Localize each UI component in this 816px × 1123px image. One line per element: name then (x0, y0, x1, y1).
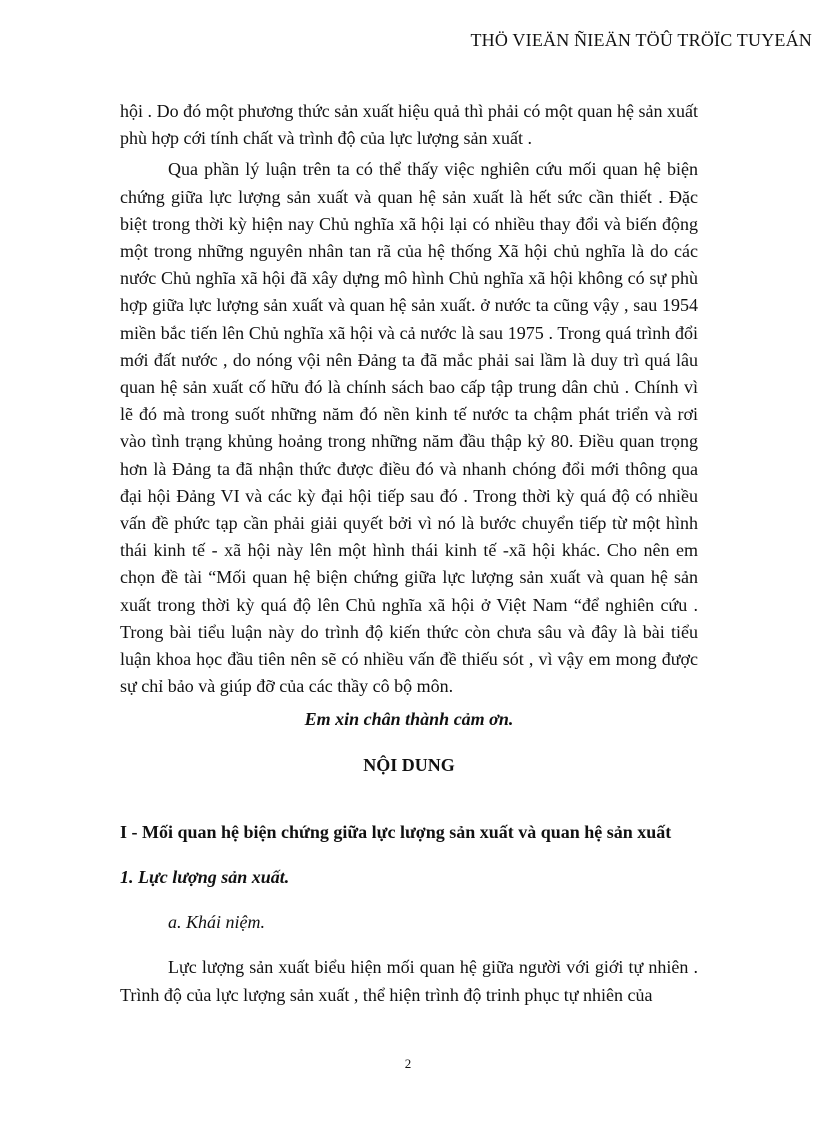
paragraph-rationale: Qua phần lý luận trên ta có thể thấy việc nghiên cứu mối quan hệ biện chứng giữa lực lượng sản xuất và quan hệ sản xuất là hết sức cần thiết . Đặc biệt trong thời kỳ hiện nay Chủ nghĩa xã hội lại có nhiều thay đổi và biến động một trong những nguyên nhân tan rã của hệ thống Xã hội chủ nghĩa là do các nước Chủ nghĩa xã hội đã xây dựng mô hình Chủ nghĩa xã hội không có sự phù hợp giữa lực lượng sản xuất và quan hệ sản xuất. ở nước ta cũng vậy , sau 1954 miền bắc tiến lên Chủ nghĩa xã hội và cả nước là sau 1975 . Trong quá trình đổi mới đất nước , do nóng vội nên Đảng ta đã mắc phải sai lầm là duy trì quá lâu quan hệ sản xuất cố hữu đó là chính sách bao cấp tập trung dân chủ . Chính vì lẽ đó mà trong suốt những năm đó nền kinh tế nước ta chậm phát triển và rơi vào tình trạng khủng hoảng trong những năm đầu thập kỷ 80. Điều quan trọng hơn là Đảng ta đã nhận thức được điều đó và nhanh chóng đổi mới thông qua đại hội Đảng VI và các kỳ đại hội tiếp sau đó . Trong thời kỳ quá độ có nhiều vấn đề phức tạp cần phải giải quyết bởi vì nó là bước chuyển tiếp từ một hình thái kinh tế - xã hội này lên một hình thái kinh tế -xã hội khác. Cho nên em chọn đề tài “Mối quan hệ biện chứng giữa lực lượng sản xuất và quan hệ sản xuất trong thời kỳ quá độ lên Chủ nghĩa xã hội ở Việt Nam “để nghiên cứu . Trong bài tiểu luận này do trình độ kiến thức còn chưa sâu và đây là bài tiểu luận khoa học đầu tiên nên sẽ có nhiều vấn đề thiếu sót , vì vậy em mong được sự chỉ bảo và giúp đỡ của các thầy cô bộ môn. (120, 159, 698, 697)
document-body (120, 98, 698, 1009)
section-title-1: I - Mối quan hệ biện chứng giữa lực lượng sản xuất và quan hệ sản xuất (120, 821, 672, 842)
paragraph-intro-end: hội . Do đó một phương thức sản xuất hiệu quả thì phải có một quan hệ sản xuất phù hợp cới tính chất và trình độ của lực lượng sản xuất . (120, 101, 698, 149)
subsubsection-title-a: a. Khái niệm. (168, 912, 265, 933)
subsection-title-1: 1. Lực lượng sản xuất. (120, 867, 290, 888)
page-number: 2 (404, 1056, 412, 1071)
paragraph-productive-forces: Lực lượng sản xuất biểu hiện mối quan hệ giữa người với giới tự nhiên . Trình độ của lực lượng sản xuất , thể hiện trình độ trinh phục tự nhiên của (120, 957, 698, 1005)
running-header: THÖ VIEÄN ÑIEÄN TÖÛ TRÖÏC TUYEÁN (470, 30, 812, 50)
thanks-line: Em xin chân thành cảm ơn. (304, 709, 514, 730)
section-heading-content: NỘI DUNG (363, 754, 455, 775)
